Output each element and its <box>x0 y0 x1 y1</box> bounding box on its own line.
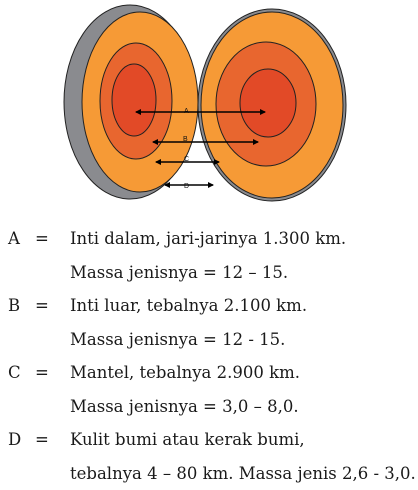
label-d: D <box>184 183 189 190</box>
earth-layers-diagram <box>0 0 418 205</box>
legend-text: Inti dalam, jari-jarinya 1.300 km. <box>70 222 346 256</box>
legend-key: B <box>8 289 28 323</box>
right-inner-core <box>240 69 296 137</box>
legend-equals: = <box>35 423 49 457</box>
label-a: A <box>184 108 189 115</box>
legend-key: D <box>8 423 28 457</box>
legend-equals: = <box>35 222 49 256</box>
legend-text: Kulit bumi atau kerak bumi, <box>70 423 305 457</box>
legend-text: Massa jenisnya = 3,0 – 8,0. <box>70 390 299 424</box>
layer-legend <box>8 222 418 490</box>
legend-row-d <box>8 423 418 457</box>
legend-text: Mantel, tebalnya 2.900 km. <box>70 356 300 390</box>
label-c: C <box>184 156 189 163</box>
legend-text: tebalnya 4 – 80 km. Massa jenis 2,6 - 3,0. <box>70 457 416 490</box>
legend-row-a-cont <box>8 256 418 290</box>
legend-row-c <box>8 356 418 390</box>
legend-row-c-cont <box>8 390 418 424</box>
earth-right-half <box>198 9 346 201</box>
legend-text: Massa jenisnya = 12 – 15. <box>70 256 288 290</box>
legend-text: Inti luar, tebalnya 2.100 km. <box>70 289 307 323</box>
legend-row-b-cont <box>8 323 418 357</box>
legend-equals: = <box>35 289 49 323</box>
earth-left-half <box>64 5 198 199</box>
legend-key: C <box>8 356 28 390</box>
legend-text: Massa jenisnya = 12 - 15. <box>70 323 285 357</box>
left-inner-core <box>112 64 156 136</box>
legend-equals: = <box>35 356 49 390</box>
legend-row-b <box>8 289 418 323</box>
label-b: B <box>183 136 188 143</box>
legend-key: A <box>8 222 28 256</box>
legend-row-d-cont <box>8 457 418 490</box>
legend-row-a <box>8 222 418 256</box>
